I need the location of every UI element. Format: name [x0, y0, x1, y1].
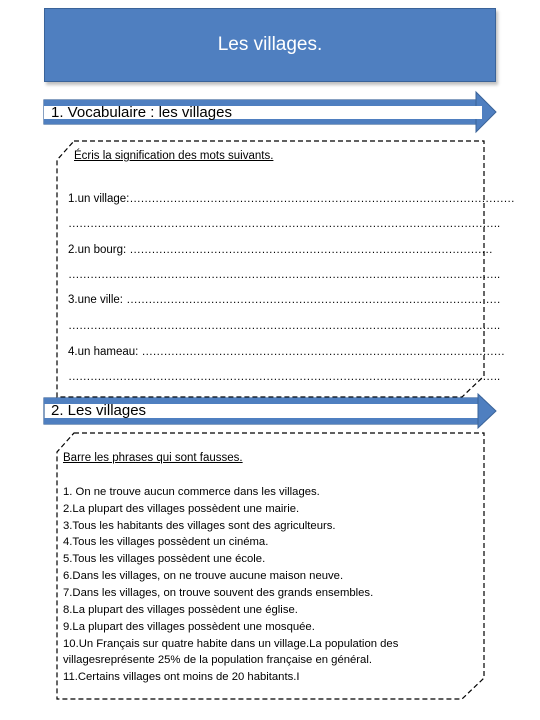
vocab-line-1b: ……………………………………………………………………………………………………….	[68, 218, 500, 230]
vocab-line-4b: ……………………………………………………………………………………………………….	[68, 371, 500, 383]
sentence-10: 10.Un Français sur quatre habite dans un village.La population des	[63, 638, 399, 650]
section1-instruction: Écris la signification des mots suivants.	[74, 150, 274, 162]
vocab-line-3b: ……………………………………………………………………………………………………….	[68, 320, 500, 332]
sentence-1: 1. On ne trouve aucun commerce dans les villages.	[63, 486, 320, 498]
vocab-line-4: 4.un hameau: ………………………………………………………………………………………	[68, 346, 505, 358]
sentence-6: 6.Dans les villages, on ne trouve aucune maison neuve.	[63, 570, 344, 582]
vocab-line-2: 2.un bourg: ………………………………………………………………………………………	[68, 244, 493, 256]
sentence-2: 2.La plupart des villages possèdent une mairie.	[63, 503, 300, 515]
sentence-3: 3.Tous les habitants des villages sont des agriculteurs.	[63, 520, 336, 532]
sentence-4: 4.Tous les villages possèdent un cinéma.	[63, 536, 269, 548]
sentence-5: 5.Tous les villages possèdent une école.	[63, 553, 266, 565]
vocab-line-1: 1.un village:……………………………………………………………………………………………	[68, 193, 515, 205]
sentence-9: 9.La plupart des villages possèdent une mosquée.	[63, 621, 315, 633]
sentence-10-cont: villagesreprésente 25% de la population française en général.	[63, 654, 372, 666]
page-title: Les villages.	[217, 34, 323, 55]
sentence-8: 8.La plupart des villages possèdent une église.	[63, 604, 298, 616]
section2-heading: 2. Les villages	[51, 402, 147, 419]
section2-instruction: Barre les phrases qui sont fausses.	[63, 452, 243, 464]
section2-header	[44, 394, 496, 426]
page-title-box	[44, 8, 496, 82]
vocab-line-3: 3.une ville: …………………………………………………………………………………………	[68, 294, 501, 306]
sentence-7: 7.Dans les villages, on trouve souvent des grands ensembles.	[63, 587, 374, 599]
section1-heading: 1. Vocabulaire : les villages	[51, 104, 232, 121]
vocab-line-2b: ……………………………………………………………………………………………………….	[68, 269, 500, 281]
section1-header	[44, 92, 496, 124]
sentence-11: 11.Certains villages ont moins de 20 habitants.I	[63, 671, 300, 683]
